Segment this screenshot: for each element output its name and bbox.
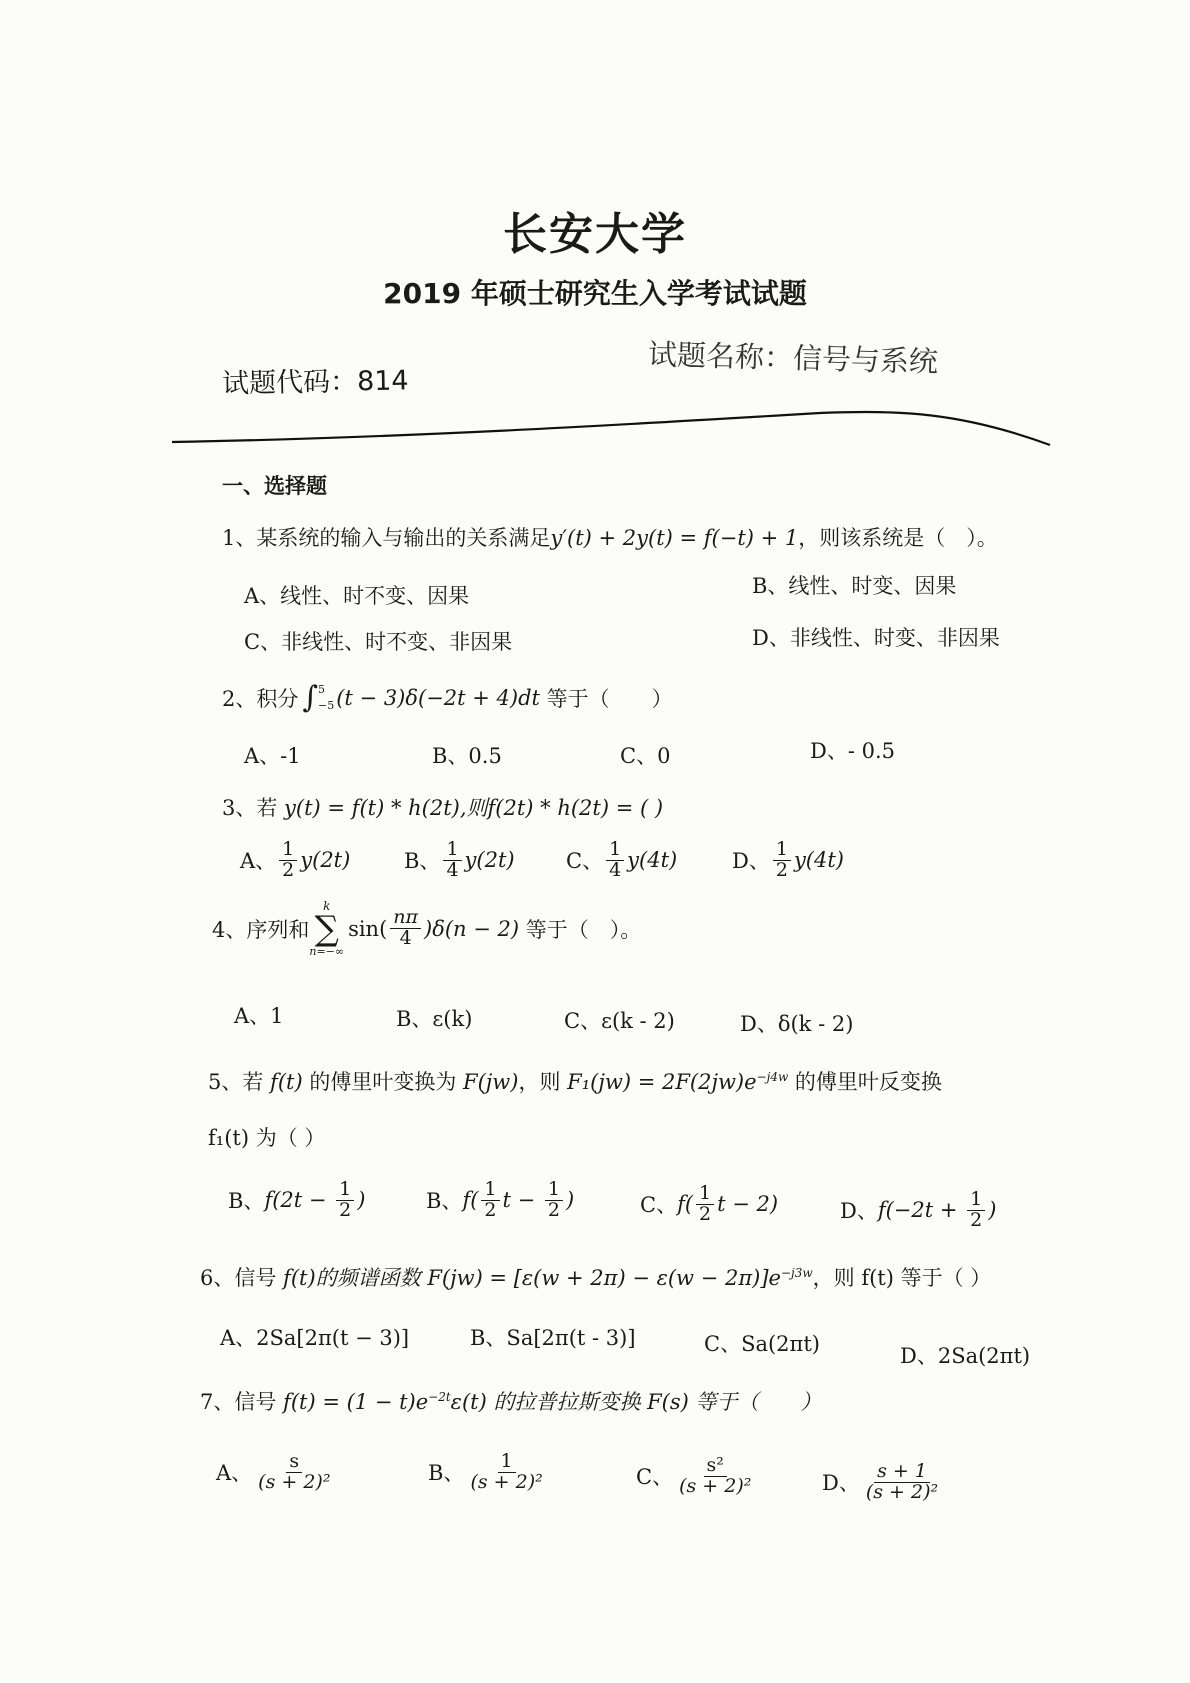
q7-option-a-fraction — [255, 1452, 333, 1493]
q1-option-d[interactable]: D、非线性、时变、非因果 — [752, 626, 1000, 650]
q5-stem-suffix: 的傅里叶反变换 — [788, 1070, 942, 1094]
fraction-denominator: 4 — [399, 927, 412, 949]
q7-option-d-fraction — [863, 1462, 941, 1503]
q3-option-b[interactable] — [404, 840, 515, 881]
fraction-denominator: (s + 2)² — [679, 1474, 752, 1497]
question-7 — [200, 1386, 822, 1416]
q5-option-d-fraction — [967, 1190, 985, 1231]
q6-stem-prefix: 6、信号 — [200, 1266, 284, 1290]
fraction-denominator: 2 — [547, 1198, 560, 1221]
q3-option-d-tail: y(4t) — [793, 848, 844, 873]
q4-sum-upper: k — [323, 899, 331, 913]
fraction-numerator: 1 — [696, 1184, 714, 1205]
q7-option-a-label: A、 — [216, 1461, 253, 1486]
q4-stem-suffix: 等于（ ）。 — [519, 917, 642, 942]
q3-option-c-label: C、 — [566, 849, 604, 874]
q1-stem-suffix: ，则该系统是（ ）。 — [798, 526, 998, 550]
q7-option-a[interactable] — [216, 1452, 336, 1493]
exam-title: 2019 年硕士研究生入学考试试题 — [383, 277, 807, 310]
q3-option-d[interactable] — [732, 840, 844, 881]
fraction-numerator: s² — [704, 1456, 727, 1477]
q5-option-c-pre: f( — [677, 1192, 694, 1217]
q5-option-b2-fraction-2 — [545, 1180, 563, 1221]
q5-F: F(jw) — [463, 1070, 519, 1094]
q5-then: ，则 — [518, 1070, 568, 1094]
q5-stem-prefix: 5、若 — [208, 1070, 271, 1094]
q7-option-c-fraction — [676, 1456, 754, 1497]
q7-option-b-fraction — [467, 1452, 545, 1493]
q7-option-b[interactable] — [428, 1452, 549, 1493]
q5-option-b1-label: B、 — [228, 1189, 265, 1214]
q3-option-a[interactable] — [240, 840, 350, 881]
fraction-numerator: s + 1 — [874, 1462, 930, 1483]
q6-stem-suffix: ，则 f(t) 等于（ ） — [812, 1266, 992, 1290]
q4-option-d[interactable]: D、δ(k - 2) — [740, 1012, 854, 1036]
q3-option-d-fraction — [773, 840, 791, 881]
fraction-numerator: 1 — [443, 840, 461, 861]
q2-stem-suffix: 等于（ ） — [539, 686, 673, 711]
q6-option-c[interactable]: C、Sa(2πt) — [704, 1332, 820, 1356]
q5-stem-line2: f₁(t) 为（ ） — [208, 1126, 326, 1150]
fraction-denominator: (s + 2)² — [258, 1470, 331, 1493]
q5-option-c-post: t − 2) — [717, 1192, 779, 1217]
q1-stem-prefix: 1、某系统的输入与输出的关系满足 — [222, 526, 551, 550]
q3-stem-prefix: 3、若 — [222, 796, 285, 820]
question-1 — [222, 522, 998, 552]
q1-option-b[interactable]: B、线性、时变、因果 — [752, 574, 957, 598]
q6-option-b[interactable]: B、Sa[2π(t - 3)] — [470, 1326, 636, 1350]
question-5 — [208, 1066, 942, 1096]
q3-option-a-label: A、 — [240, 849, 277, 874]
q5-option-b2-pre: f( — [462, 1188, 479, 1213]
q4-stem-prefix: 4、序列和 — [212, 917, 310, 942]
q7-option-c-label: C、 — [636, 1465, 674, 1490]
fraction-numerator: 1 — [336, 1180, 354, 1201]
fraction-numerator: 1 — [279, 840, 297, 861]
question-2 — [222, 680, 673, 715]
q5-stem-mid: 的傅里叶变换为 — [302, 1070, 464, 1094]
q4-option-c[interactable]: C、ε(k - 2) — [564, 1009, 675, 1033]
fraction-denominator: 2 — [484, 1198, 497, 1221]
fraction-denominator: 4 — [609, 858, 622, 881]
q7-exponent: −2t — [428, 1390, 451, 1404]
q3-option-b-fraction — [443, 840, 461, 881]
fraction-denominator: 2 — [339, 1198, 352, 1221]
exam-subject: 试题名称：信号与系统 — [647, 337, 939, 379]
q6-option-a[interactable]: A、2Sa[2π(t − 3)] — [220, 1326, 410, 1350]
q3-option-d-label: D、 — [732, 849, 770, 874]
fraction-numerator: 1 — [967, 1190, 985, 1211]
q7-formula-b: ε(t) 的拉普拉斯变换 F(s) 等于（ ） — [450, 1390, 822, 1414]
q5-option-b2-fraction-1 — [481, 1180, 499, 1221]
q5-option-b2[interactable] — [426, 1180, 574, 1221]
q5-option-d[interactable] — [840, 1190, 996, 1231]
sigma-icon: ∑ — [314, 909, 339, 949]
q2-option-a[interactable]: A、-1 — [244, 744, 301, 768]
q5-option-c[interactable] — [640, 1184, 778, 1225]
q3-option-c-fraction — [606, 840, 624, 881]
question-4 — [212, 900, 641, 957]
q5-option-b1-pre: f(2t − — [264, 1188, 334, 1213]
section-title: 一、选择题 — [222, 474, 327, 498]
q3-option-a-fraction — [279, 840, 297, 881]
q1-option-c[interactable]: C、非线性、时不变、非因果 — [244, 630, 513, 654]
fraction-numerator: 1 — [481, 1180, 499, 1201]
fraction-numerator: 1 — [545, 1180, 563, 1201]
q7-formula: f(t) = (1 − t)e — [283, 1390, 429, 1414]
q3-option-a-tail: y(2t) — [300, 848, 351, 873]
q5-option-b1-fraction — [336, 1180, 354, 1221]
q7-option-d[interactable] — [822, 1462, 944, 1503]
q1-option-a[interactable]: A、线性、时不变、因果 — [244, 584, 470, 608]
q5-option-d-post: ) — [988, 1198, 997, 1223]
q5-option-d-label: D、 — [840, 1199, 878, 1224]
q4-formula-b: )δ(n − 2) — [424, 916, 520, 941]
university-name: 长安大学 — [503, 209, 687, 260]
summation — [309, 900, 344, 957]
q5-option-b2-post: ) — [565, 1188, 575, 1213]
question-3 — [222, 792, 663, 822]
q3-option-b-tail: y(2t) — [464, 848, 515, 873]
q7-option-d-label: D、 — [822, 1471, 860, 1496]
q5-option-c-fraction — [696, 1184, 714, 1225]
q2-integral-upper: 5 — [318, 683, 326, 697]
fraction-denominator: 2 — [282, 858, 295, 881]
fraction-denominator: 2 — [970, 1208, 983, 1231]
q2-integral-lower: −5 — [318, 698, 335, 712]
q2-formula: (t − 3)δ(−2t + 4)dt — [336, 685, 540, 710]
q3-option-c[interactable] — [566, 840, 677, 881]
q3-formula: y(t) = f(t) * h(2t),则f(2t) * h(2t) = ( ) — [284, 796, 664, 820]
fraction-numerator: 1 — [498, 1452, 516, 1473]
fraction-denominator: (s + 2)² — [865, 1480, 939, 1503]
q5-option-d-pre: f(−2t + — [877, 1198, 965, 1223]
q5-F1: F₁(jw) = 2F(2jw)e — [567, 1070, 757, 1094]
q5-option-b1-post: ) — [357, 1188, 366, 1213]
fraction-denominator: 2 — [699, 1202, 712, 1225]
q2-option-b[interactable]: B、0.5 — [432, 744, 502, 768]
fraction-numerator: nπ — [390, 908, 421, 929]
fraction-numerator: s — [286, 1452, 302, 1473]
fraction-denominator: 2 — [775, 858, 788, 881]
q5-f: f(t) — [270, 1070, 303, 1094]
fraction-denominator: (s + 2)² — [470, 1470, 543, 1493]
fraction-numerator: 1 — [606, 840, 624, 861]
q7-stem-prefix: 7、信号 — [200, 1390, 284, 1414]
q6-exponent: −j3w — [780, 1266, 813, 1280]
q5-option-b2-label: B、 — [426, 1189, 463, 1214]
q5-option-b2-mid: t − — [502, 1188, 542, 1213]
fraction-numerator: 1 — [773, 840, 791, 861]
q2-option-d[interactable]: D、- 0.5 — [810, 739, 896, 763]
q4-formula-a: sin( — [348, 916, 388, 941]
exam-code: 试题代码：814 — [221, 365, 409, 400]
q4-sum-lower: n=−∞ — [309, 945, 345, 958]
fraction-denominator: 4 — [446, 858, 459, 881]
q7-option-c[interactable] — [636, 1456, 757, 1497]
q3-option-b-label: B、 — [404, 849, 441, 874]
q7-option-b-label: B、 — [428, 1461, 465, 1486]
q5-exponent: −j4w — [756, 1070, 789, 1084]
q5-option-c-label: C、 — [640, 1193, 678, 1218]
q6-formula: f(t)的频谱函数 F(jw) = [ε(w + 2π) − ε(w − 2π)]e — [283, 1266, 781, 1290]
q3-option-c-tail: y(4t) — [627, 848, 678, 873]
q6-option-d[interactable]: D、2Sa(2πt) — [900, 1344, 1031, 1368]
q1-formula: y′(t) + 2y(t) = f(−t) + 1 — [550, 526, 799, 550]
q4-option-a[interactable]: A、1 — [234, 1004, 284, 1028]
q4-option-b[interactable]: B、ε(k) — [396, 1007, 473, 1031]
q5-option-b1[interactable] — [228, 1180, 365, 1221]
q2-option-c[interactable]: C、0 — [620, 744, 671, 768]
integral-sign: ∫ — [302, 680, 319, 715]
question-6 — [200, 1262, 991, 1292]
q4-fraction — [390, 908, 421, 949]
q2-stem-prefix: 2、积分 — [222, 686, 299, 711]
